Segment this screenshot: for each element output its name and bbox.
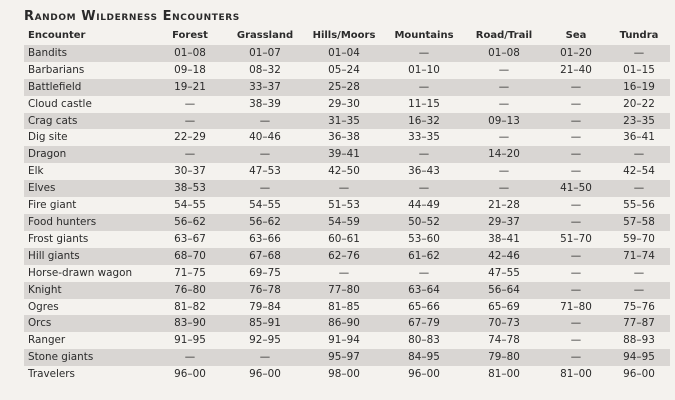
range-cell: — bbox=[544, 96, 608, 113]
encounter-name-cell: Knight bbox=[24, 282, 154, 299]
column-header-road-trail: Road/Trail bbox=[475, 30, 533, 41]
range-cell: — bbox=[384, 180, 464, 197]
encounter-name-cell: Fire giant bbox=[24, 197, 154, 214]
range-cell: 56–64 bbox=[464, 282, 544, 299]
range-cell: 63–66 bbox=[226, 231, 304, 248]
range-cell: 86–90 bbox=[304, 315, 384, 332]
range-cell: 40–46 bbox=[226, 129, 304, 146]
range-cell: 01–10 bbox=[384, 62, 464, 79]
range-cell: 75–76 bbox=[608, 299, 670, 316]
range-cell: 42–54 bbox=[608, 163, 670, 180]
range-cell: 29–37 bbox=[464, 214, 544, 231]
column-header-sea: Sea bbox=[565, 30, 587, 41]
range-cell: — bbox=[464, 96, 544, 113]
range-cell: 69–75 bbox=[226, 265, 304, 282]
column-header-mountains: Mountains bbox=[394, 30, 454, 41]
range-cell: 55–56 bbox=[608, 197, 670, 214]
range-cell: — bbox=[464, 163, 544, 180]
encounter-name-cell: Barbarians bbox=[24, 62, 154, 79]
range-cell: — bbox=[226, 180, 304, 197]
range-cell: 01–20 bbox=[544, 45, 608, 62]
range-cell: — bbox=[544, 349, 608, 366]
table-row bbox=[24, 113, 670, 130]
range-cell: 20–22 bbox=[608, 96, 670, 113]
range-cell: — bbox=[608, 180, 670, 197]
range-cell: 70–73 bbox=[464, 315, 544, 332]
range-cell: 39–41 bbox=[304, 146, 384, 163]
table-row bbox=[24, 214, 670, 231]
range-cell: — bbox=[226, 113, 304, 130]
range-cell: 77–87 bbox=[608, 315, 670, 332]
range-cell: 01–08 bbox=[464, 45, 544, 62]
encounter-name-cell: Battlefield bbox=[24, 79, 154, 96]
column-header-hills-moors: Hills/Moors bbox=[312, 30, 376, 41]
column-header-encounter: Encounter bbox=[28, 30, 86, 41]
encounter-name-cell: Travelers bbox=[24, 366, 154, 383]
range-cell: 22–29 bbox=[154, 129, 226, 146]
range-cell: — bbox=[608, 45, 670, 62]
range-cell: 81–00 bbox=[544, 366, 608, 383]
range-cell: 85–91 bbox=[226, 315, 304, 332]
table-title: Random Wilderness Encounters bbox=[24, 9, 240, 24]
range-cell: 62–76 bbox=[304, 248, 384, 265]
column-header-grassland: Grassland bbox=[236, 30, 294, 41]
range-cell: 31–35 bbox=[304, 113, 384, 130]
range-cell: 91–94 bbox=[304, 332, 384, 349]
range-cell: 01–15 bbox=[608, 62, 670, 79]
range-cell: 71–80 bbox=[544, 299, 608, 316]
range-cell: — bbox=[154, 349, 226, 366]
range-cell: 94–95 bbox=[608, 349, 670, 366]
range-cell: 36–38 bbox=[304, 129, 384, 146]
range-cell: — bbox=[608, 265, 670, 282]
encounter-name-cell: Elk bbox=[24, 163, 154, 180]
range-cell: 98–00 bbox=[304, 366, 384, 383]
table-row bbox=[24, 62, 670, 79]
table-row bbox=[24, 96, 670, 113]
range-cell: 92–95 bbox=[226, 332, 304, 349]
range-cell: 59–70 bbox=[608, 231, 670, 248]
range-cell: 80–83 bbox=[384, 332, 464, 349]
range-cell: — bbox=[154, 96, 226, 113]
range-cell: 81–82 bbox=[154, 299, 226, 316]
encounter-name-cell: Dragon bbox=[24, 146, 154, 163]
range-cell: 36–43 bbox=[384, 163, 464, 180]
range-cell: 44–49 bbox=[384, 197, 464, 214]
table-row bbox=[24, 299, 670, 316]
range-cell: 77–80 bbox=[304, 282, 384, 299]
range-cell: — bbox=[154, 146, 226, 163]
range-cell: 36–41 bbox=[608, 129, 670, 146]
range-cell: 38–39 bbox=[226, 96, 304, 113]
range-cell: 63–64 bbox=[384, 282, 464, 299]
range-cell: 16–32 bbox=[384, 113, 464, 130]
range-cell: 74–78 bbox=[464, 332, 544, 349]
range-cell: — bbox=[544, 315, 608, 332]
range-cell: 09–13 bbox=[464, 113, 544, 130]
range-cell: — bbox=[544, 214, 608, 231]
range-cell: 56–62 bbox=[154, 214, 226, 231]
range-cell: 16–19 bbox=[608, 79, 670, 96]
range-cell: — bbox=[544, 265, 608, 282]
table-row bbox=[24, 332, 670, 349]
range-cell: — bbox=[608, 146, 670, 163]
encounter-name-cell: Ranger bbox=[24, 332, 154, 349]
range-cell: 25–28 bbox=[304, 79, 384, 96]
range-cell: — bbox=[544, 129, 608, 146]
table-row bbox=[24, 349, 670, 366]
range-cell: 21–28 bbox=[464, 197, 544, 214]
range-cell: 68–70 bbox=[154, 248, 226, 265]
table-row bbox=[24, 163, 670, 180]
range-cell: 76–80 bbox=[154, 282, 226, 299]
range-cell: 56–62 bbox=[226, 214, 304, 231]
range-cell: 54–59 bbox=[304, 214, 384, 231]
table-row bbox=[24, 366, 670, 383]
range-cell: — bbox=[544, 197, 608, 214]
range-cell: 60–61 bbox=[304, 231, 384, 248]
table-row bbox=[24, 248, 670, 265]
range-cell: 61–62 bbox=[384, 248, 464, 265]
range-cell: 65–66 bbox=[384, 299, 464, 316]
range-cell: — bbox=[464, 180, 544, 197]
range-cell: — bbox=[544, 79, 608, 96]
range-cell: 88–93 bbox=[608, 332, 670, 349]
range-cell: — bbox=[544, 113, 608, 130]
range-cell: 71–75 bbox=[154, 265, 226, 282]
range-cell: 54–55 bbox=[226, 197, 304, 214]
range-cell: — bbox=[226, 146, 304, 163]
range-cell: — bbox=[608, 282, 670, 299]
range-cell: — bbox=[544, 282, 608, 299]
range-cell: 81–00 bbox=[464, 366, 544, 383]
table-row bbox=[24, 197, 670, 214]
range-cell: — bbox=[384, 146, 464, 163]
table-row bbox=[24, 315, 670, 332]
range-cell: 67–79 bbox=[384, 315, 464, 332]
table-row bbox=[24, 45, 670, 62]
range-cell: 83–90 bbox=[154, 315, 226, 332]
table-row bbox=[24, 146, 670, 163]
range-cell: — bbox=[304, 180, 384, 197]
range-cell: 11–15 bbox=[384, 96, 464, 113]
range-cell: — bbox=[304, 265, 384, 282]
range-cell: 42–46 bbox=[464, 248, 544, 265]
range-cell: 50–52 bbox=[384, 214, 464, 231]
range-cell: 57–58 bbox=[608, 214, 670, 231]
encounter-name-cell: Frost giants bbox=[24, 231, 154, 248]
range-cell: 54–55 bbox=[154, 197, 226, 214]
range-cell: 79–80 bbox=[464, 349, 544, 366]
range-cell: — bbox=[544, 146, 608, 163]
range-cell: 67–68 bbox=[226, 248, 304, 265]
range-cell: 33–35 bbox=[384, 129, 464, 146]
column-header-tundra: Tundra bbox=[619, 30, 659, 41]
range-cell: 19–21 bbox=[154, 79, 226, 96]
range-cell: — bbox=[226, 349, 304, 366]
range-cell: — bbox=[384, 79, 464, 96]
range-cell: 47–53 bbox=[226, 163, 304, 180]
encounter-name-cell: Cloud castle bbox=[24, 96, 154, 113]
range-cell: 29–30 bbox=[304, 96, 384, 113]
table-body bbox=[24, 45, 670, 383]
range-cell: 23–35 bbox=[608, 113, 670, 130]
range-cell: 47–55 bbox=[464, 265, 544, 282]
range-cell: 65–69 bbox=[464, 299, 544, 316]
range-cell: — bbox=[384, 45, 464, 62]
range-cell: 95–97 bbox=[304, 349, 384, 366]
range-cell: 08–32 bbox=[226, 62, 304, 79]
encounter-name-cell: Elves bbox=[24, 180, 154, 197]
encounter-name-cell: Orcs bbox=[24, 315, 154, 332]
range-cell: 96–00 bbox=[384, 366, 464, 383]
range-cell: — bbox=[544, 332, 608, 349]
range-cell: 38–53 bbox=[154, 180, 226, 197]
range-cell: 81–85 bbox=[304, 299, 384, 316]
header-row bbox=[24, 28, 670, 45]
range-cell: — bbox=[464, 129, 544, 146]
range-cell: 53–60 bbox=[384, 231, 464, 248]
range-cell: 33–37 bbox=[226, 79, 304, 96]
range-cell: 96–00 bbox=[608, 366, 670, 383]
range-cell: 96–00 bbox=[226, 366, 304, 383]
range-cell: 01–08 bbox=[154, 45, 226, 62]
range-cell: 01–07 bbox=[226, 45, 304, 62]
column-header-forest: Forest bbox=[172, 30, 208, 41]
table-row bbox=[24, 180, 670, 197]
range-cell: 38–41 bbox=[464, 231, 544, 248]
range-cell: — bbox=[154, 113, 226, 130]
range-cell: — bbox=[544, 163, 608, 180]
range-cell: — bbox=[464, 79, 544, 96]
range-cell: 96–00 bbox=[154, 366, 226, 383]
encounter-name-cell: Hill giants bbox=[24, 248, 154, 265]
encounter-name-cell: Horse-drawn wagon bbox=[24, 265, 154, 282]
range-cell: 84–95 bbox=[384, 349, 464, 366]
range-cell: 71–74 bbox=[608, 248, 670, 265]
table-row bbox=[24, 265, 670, 282]
range-cell: 30–37 bbox=[154, 163, 226, 180]
range-cell: 09–18 bbox=[154, 62, 226, 79]
range-cell: 51–53 bbox=[304, 197, 384, 214]
range-cell: 14–20 bbox=[464, 146, 544, 163]
range-cell: 91–95 bbox=[154, 332, 226, 349]
encounter-name-cell: Stone giants bbox=[24, 349, 154, 366]
range-cell: 42–50 bbox=[304, 163, 384, 180]
range-cell: 63–67 bbox=[154, 231, 226, 248]
range-cell: 41–50 bbox=[544, 180, 608, 197]
range-cell: 05–24 bbox=[304, 62, 384, 79]
encounter-name-cell: Ogres bbox=[24, 299, 154, 316]
range-cell: — bbox=[384, 265, 464, 282]
encounter-table bbox=[24, 28, 670, 383]
table-row bbox=[24, 231, 670, 248]
table-row bbox=[24, 282, 670, 299]
encounter-name-cell: Dig site bbox=[24, 129, 154, 146]
table-row bbox=[24, 129, 670, 146]
range-cell: 21–40 bbox=[544, 62, 608, 79]
encounter-name-cell: Crag cats bbox=[24, 113, 154, 130]
range-cell: 51–70 bbox=[544, 231, 608, 248]
encounter-name-cell: Bandits bbox=[24, 45, 154, 62]
table-row bbox=[24, 79, 670, 96]
range-cell: 01–04 bbox=[304, 45, 384, 62]
range-cell: 79–84 bbox=[226, 299, 304, 316]
encounter-name-cell: Food hunters bbox=[24, 214, 154, 231]
range-cell: 76–78 bbox=[226, 282, 304, 299]
range-cell: — bbox=[464, 62, 544, 79]
range-cell: — bbox=[544, 248, 608, 265]
